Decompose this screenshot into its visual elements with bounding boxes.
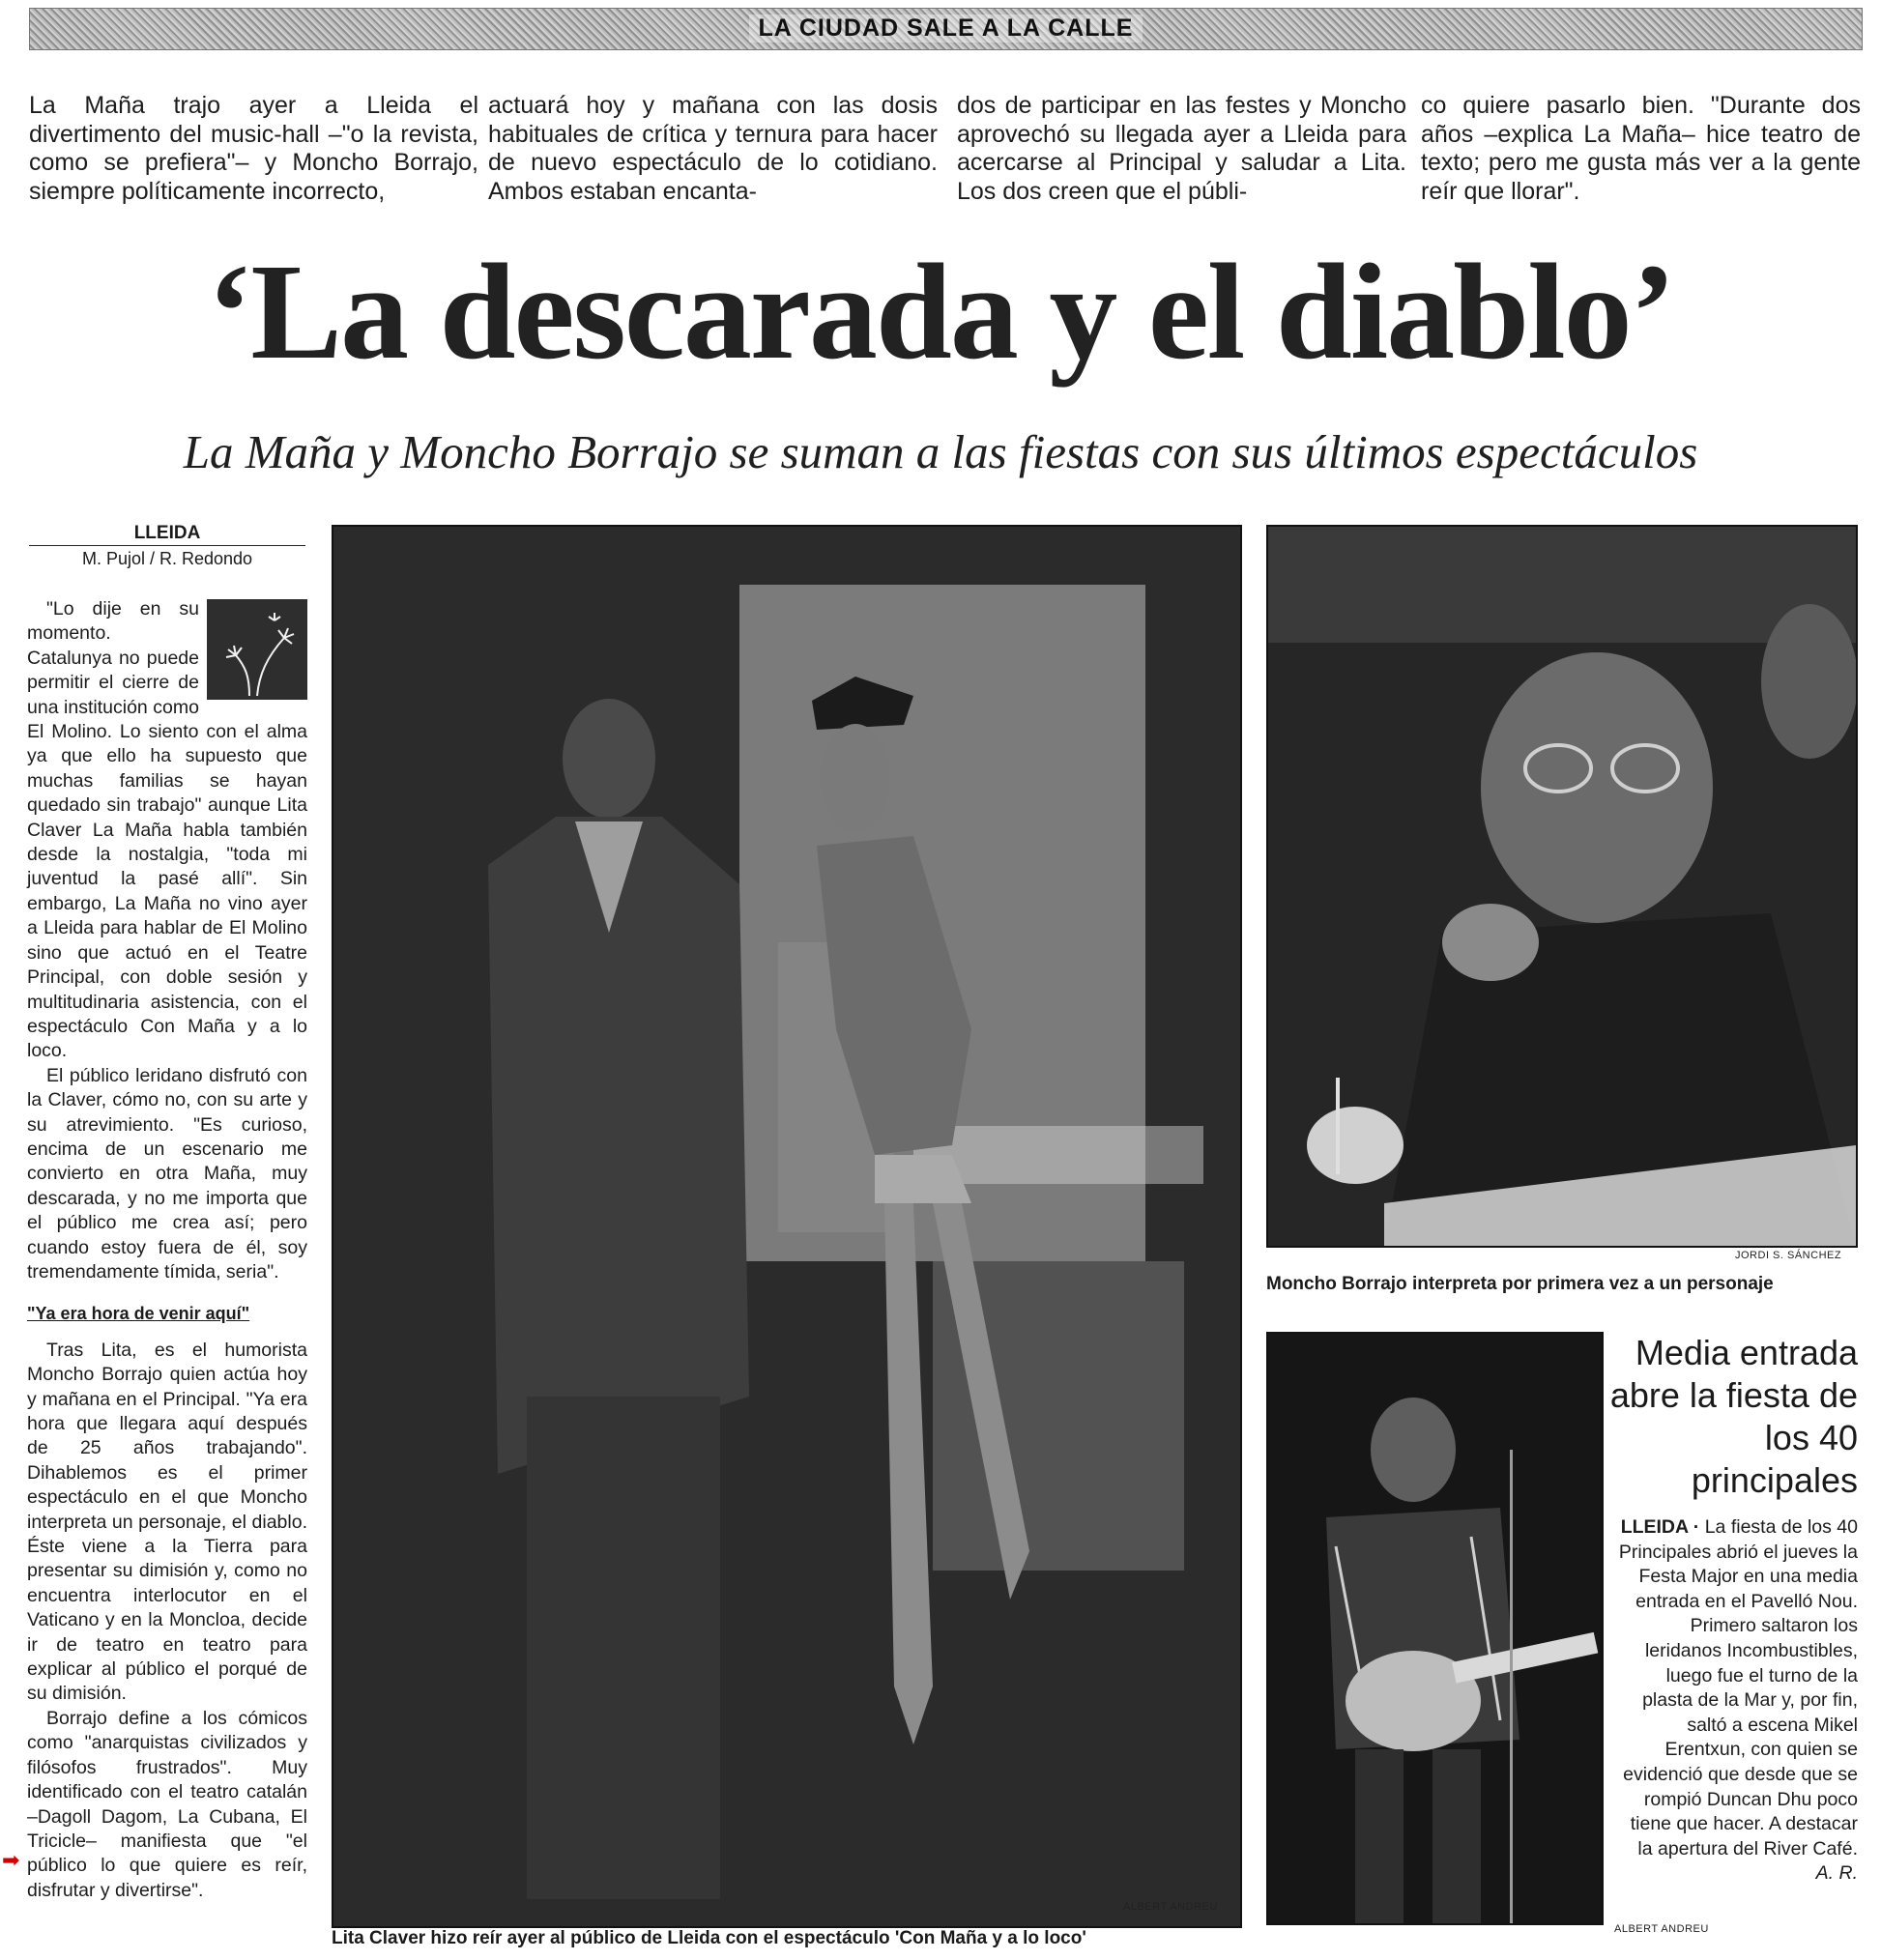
side-article-dateline: LLEIDA · bbox=[1620, 1516, 1700, 1538]
main-photo bbox=[332, 525, 1242, 1928]
fireworks-graphic bbox=[207, 599, 307, 700]
fireworks-icon bbox=[207, 599, 307, 700]
photo-performers bbox=[333, 527, 1240, 1926]
article-subtitle: "Ya era hora de venir aquí" bbox=[27, 1304, 250, 1324]
side-article-text: La fiesta de los 40 Principales abrió el jueves la Festa Major en una media entrada en el Pavelló Nou. Primero saltaron los leridanos Incombustibles, luego fue el turno de la plasta de la Mar y, por fin, saltó a escena Mikel Erentxun, con quien se evidenció que desde que se rompió Duncan Dhu poco tiene que hacer. A destacar la apertura del River Café. bbox=[1618, 1516, 1858, 1859]
top-right-photo-caption: Moncho Borrajo interpreta por primera vez a un personaje bbox=[1266, 1274, 1774, 1294]
intro-column-4: co quiere pasarlo bien. "Durante dos años –explica La Maña– hice teatro de texto; pero me gusta más ver a la gente reír que llorar". bbox=[1421, 92, 1861, 205]
article-byline: M. Pujol / R. Redondo bbox=[81, 549, 253, 568]
section-title: LA CIUDAD SALE A LA CALLE bbox=[749, 14, 1143, 43]
intro-column-2: actuará hoy y mañana con las dosis habituales de crítica y ternura para hacer de nuevo espectáculo de lo cotidiano. Ambos estaban encanta- bbox=[488, 92, 938, 205]
paragraph-3: Tras Lita, es el humorista Moncho Borrajo quien actúa hoy y mañana en el Principal. "Ya era hora que llegara aquí después de 25 años trabajando". Dihablemos es el primer espectáculo en el que Moncho interpreta un personaje, el diablo. Éste viene a la Tierra para presentar su dimisión y, como no encuentra interlocutor en el Vaticano y en la Moncloa, decide ir de teatro en teatro para explicar al público el porqué de su dimisión. bbox=[27, 1339, 307, 1705]
side-article-body bbox=[1616, 1515, 1858, 1887]
side-article-headline: Media entrada abre la fiesta de los 40 principales bbox=[1609, 1333, 1858, 1500]
intro-column-3: dos de participar en las festes y Moncho aprovechó su llegada ayer a Lleida para acercarse al Principal y saludar a Lita. Los dos creen que el públi- bbox=[957, 92, 1406, 205]
sub-headline: La Maña y Moncho Borrajo se suman a las fiestas con sus últimos espectáculos bbox=[183, 425, 1698, 478]
intro-column-1: La Maña trajo ayer a Lleida el divertimento del music-hall –"o la revista, como se prefiera"– y Moncho Borrajo, siempre políticamente incorrecto, bbox=[29, 92, 478, 205]
main-photo-caption: Lita Claver hizo reír ayer al público de Lleida con el espectáculo 'Con Maña y a lo loco' bbox=[332, 1928, 1086, 1948]
section-banner bbox=[29, 8, 1863, 50]
bottom-right-photo bbox=[1266, 1332, 1604, 1925]
red-arrow-icon: ➡ bbox=[2, 1848, 20, 1872]
photo-moncho-borrajo bbox=[1268, 527, 1856, 1246]
photo-guitarist bbox=[1268, 1334, 1602, 1923]
side-article-signature: A. R. bbox=[1815, 1862, 1858, 1885]
paragraph-2: El público leridano disfrutó con la Claver, cómo no, con su arte y su atrevimiento. "Es curioso, encima de un escenario me convierto en otra Maña, muy descarada, y no me importa que el público me crea así; pero cuando estoy fuera de él, soy tremendamente tímida, seria". bbox=[27, 1064, 307, 1283]
main-headline: ‘La descarada y el diablo’ bbox=[207, 235, 1674, 388]
paragraph-4: Borrajo define a los cómicos como "anarquistas civilizados y filósofos frustrados". Muy identificado con el teatro catalán –Dagoll Dagom, La Cubana, El Tricicle– manifiesta que "el público lo que quiere es reír, disfrutar y divertirse". bbox=[27, 1707, 307, 1901]
bottom-right-photo-credit: ALBERT ANDREU bbox=[1614, 1923, 1709, 1935]
top-right-photo-credit: JORDI S. SÁNCHEZ bbox=[1735, 1250, 1842, 1261]
top-right-photo bbox=[1266, 525, 1858, 1248]
main-photo-credit: ALBERT ANDREU bbox=[1123, 1901, 1218, 1913]
paragraph-1: "Lo dije en su momento. Catalunya no puede permitir el cierre de una institución como El Molino. Lo siento con el alma ya que ello ha supuesto que muchas familias se hayan quedado sin trabajo" aunque Lita Claver La Maña habla también desde la nostalgia, "toda mi juventud la pasé allí". Sin embargo, La Maña no vino ayer a Lleida para hablar de El Molino sino que actuó en el Teatre Principal, con doble sesión y multitudinaria asistencia, con el espectáculo Con Maña y a lo loco. bbox=[27, 598, 307, 1062]
article-dateline: LLEIDA bbox=[29, 522, 305, 546]
article-body bbox=[27, 597, 307, 1903]
